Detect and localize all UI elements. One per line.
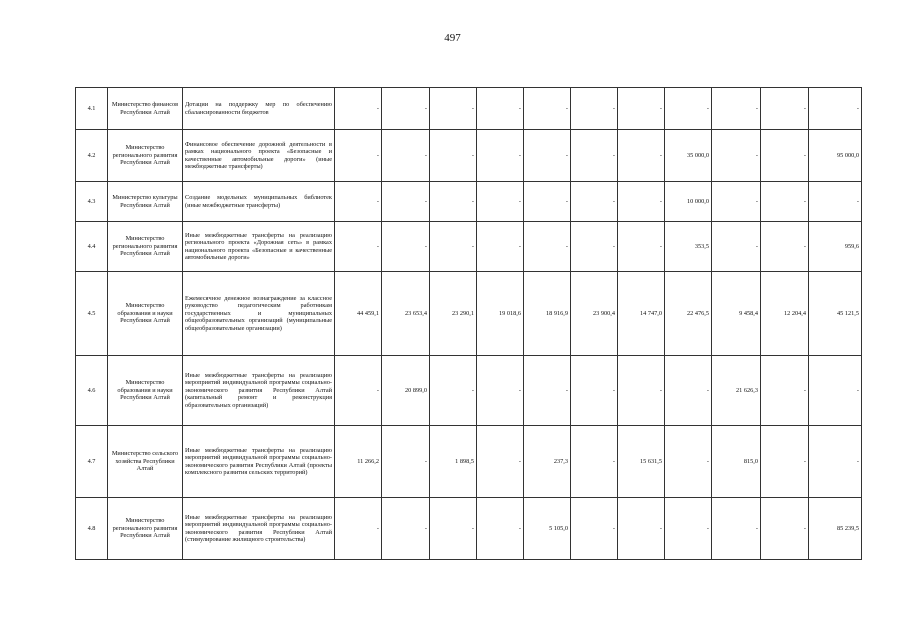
budget-table <box>75 87 862 560</box>
value-cell: - <box>618 356 665 426</box>
value-cell: - <box>712 222 761 272</box>
value-cell: 9 458,4 <box>712 272 761 356</box>
value-cell: 815,0 <box>712 426 761 498</box>
table-row <box>76 222 862 272</box>
value-cell: - <box>335 222 382 272</box>
value-cell: - <box>571 130 618 182</box>
value-cell: - <box>382 130 430 182</box>
value-cell: 12 204,4 <box>761 272 809 356</box>
value-cell: - <box>665 356 712 426</box>
description-cell: Дотации на поддержку мер по обеспечению сбалансированности бюджетов <box>183 88 335 130</box>
value-cell: 19 018,6 <box>477 272 524 356</box>
organization-cell: Министерство образования и науки Республики Алтай <box>108 272 183 356</box>
table-row <box>76 182 862 222</box>
value-cell: - <box>809 356 862 426</box>
value-cell: - <box>477 356 524 426</box>
value-cell: 11 266,2 <box>335 426 382 498</box>
organization-cell: Министерство образования и науки Республики Алтай <box>108 356 183 426</box>
organization-cell: Министерство сельского хозяйства Республики Алтай <box>108 426 183 498</box>
value-cell: - <box>761 222 809 272</box>
value-cell: - <box>477 182 524 222</box>
value-cell: - <box>809 88 862 130</box>
description-cell: Иные межбюджетные трансферты на реализацию мероприятий индивидуальной программы социально-экономического развития Республики Алтай (проекты комплексного развития сельских территорий) <box>183 426 335 498</box>
value-cell: 23 653,4 <box>382 272 430 356</box>
value-cell: 35 000,0 <box>665 130 712 182</box>
table-row <box>76 426 862 498</box>
row-number: 4.7 <box>76 426 108 498</box>
value-cell: 21 626,3 <box>712 356 761 426</box>
value-cell: 45 121,5 <box>809 272 862 356</box>
value-cell: - <box>618 130 665 182</box>
value-cell: 85 239,5 <box>809 498 862 560</box>
row-number: 4.3 <box>76 182 108 222</box>
value-cell: - <box>524 356 571 426</box>
value-cell: 5 105,0 <box>524 498 571 560</box>
value-cell: - <box>430 182 477 222</box>
value-cell: - <box>571 182 618 222</box>
value-cell: - <box>665 426 712 498</box>
value-cell: - <box>477 498 524 560</box>
value-cell: - <box>382 182 430 222</box>
value-cell: - <box>382 498 430 560</box>
value-cell: 1 898,5 <box>430 426 477 498</box>
value-cell: 20 899,0 <box>382 356 430 426</box>
value-cell: 23 900,4 <box>571 272 618 356</box>
value-cell: - <box>335 130 382 182</box>
value-cell: - <box>618 222 665 272</box>
value-cell: - <box>761 498 809 560</box>
value-cell: 15 631,5 <box>618 426 665 498</box>
value-cell: - <box>524 182 571 222</box>
table-row <box>76 88 862 130</box>
table-row <box>76 130 862 182</box>
value-cell: - <box>761 88 809 130</box>
value-cell: - <box>665 498 712 560</box>
row-number: 4.4 <box>76 222 108 272</box>
value-cell: 23 290,1 <box>430 272 477 356</box>
organization-cell: Министерство регионального развития Республики Алтай <box>108 222 183 272</box>
value-cell: - <box>430 356 477 426</box>
value-cell: - <box>430 222 477 272</box>
description-cell: Создание модельных муниципальных библиотек (иные межбюджетные трансферты) <box>183 182 335 222</box>
value-cell: - <box>524 222 571 272</box>
description-cell: Иные межбюджетные трансферты на реализацию мероприятий индивидуальной программы социально-экономического развития Республики Алтай (стимулирование жилищного строительства) <box>183 498 335 560</box>
value-cell: 44 459,1 <box>335 272 382 356</box>
value-cell: - <box>382 426 430 498</box>
value-cell: - <box>712 88 761 130</box>
description-cell: Иные межбюджетные трансферты на реализацию мероприятий индивидуальной программы социально-экономического развития Республики Алтай (капитальный ремонт и реконструкция образовательных организаций) <box>183 356 335 426</box>
value-cell: - <box>524 130 571 182</box>
value-cell: - <box>571 426 618 498</box>
organization-cell: Министерство культуры Республики Алтай <box>108 182 183 222</box>
value-cell: - <box>524 88 571 130</box>
value-cell: 14 747,0 <box>618 272 665 356</box>
value-cell: - <box>618 182 665 222</box>
organization-cell: Министерство регионального развития Республики Алтай <box>108 498 183 560</box>
value-cell: 22 476,5 <box>665 272 712 356</box>
value-cell: - <box>761 426 809 498</box>
value-cell: - <box>430 130 477 182</box>
value-cell: - <box>571 356 618 426</box>
row-number: 4.5 <box>76 272 108 356</box>
table-row <box>76 356 862 426</box>
value-cell: - <box>571 498 618 560</box>
row-number: 4.1 <box>76 88 108 130</box>
value-cell: 18 916,9 <box>524 272 571 356</box>
value-cell: 353,5 <box>665 222 712 272</box>
description-cell: Иные межбюджетные трансферты на реализацию регионального проекта «Дорожная сеть» в рамках национального проекта «Безопасные и качественные автомобильные дороги» <box>183 222 335 272</box>
value-cell: - <box>571 222 618 272</box>
value-cell: - <box>809 182 862 222</box>
row-number: 4.6 <box>76 356 108 426</box>
value-cell: - <box>335 88 382 130</box>
value-cell: - <box>382 222 430 272</box>
value-cell: - <box>571 88 618 130</box>
value-cell: 95 000,0 <box>809 130 862 182</box>
page-number: 497 <box>444 32 461 44</box>
value-cell: - <box>477 222 524 272</box>
value-cell: - <box>618 498 665 560</box>
value-cell: - <box>618 88 665 130</box>
value-cell: 10 000,0 <box>665 182 712 222</box>
value-cell: - <box>809 426 862 498</box>
value-cell: - <box>761 130 809 182</box>
row-number: 4.8 <box>76 498 108 560</box>
value-cell: - <box>477 130 524 182</box>
organization-cell: Министерство финансов Республики Алтай <box>108 88 183 130</box>
value-cell: - <box>335 356 382 426</box>
value-cell: - <box>761 356 809 426</box>
value-cell: - <box>335 498 382 560</box>
value-cell: - <box>712 498 761 560</box>
organization-cell: Министерство регионального развития Республики Алтай <box>108 130 183 182</box>
value-cell: 959,6 <box>809 222 862 272</box>
row-number: 4.2 <box>76 130 108 182</box>
description-cell: Финансовое обеспечение дорожной деятельности в рамках национального проекта «Безопасные и качественные автомобильные дороги» (иные межбюджетные трансферты) <box>183 130 335 182</box>
value-cell: - <box>477 426 524 498</box>
value-cell: - <box>712 182 761 222</box>
value-cell: - <box>430 88 477 130</box>
value-cell: - <box>761 182 809 222</box>
value-cell: - <box>335 182 382 222</box>
value-cell: - <box>430 498 477 560</box>
value-cell: - <box>477 88 524 130</box>
value-cell: 237,3 <box>524 426 571 498</box>
table-row <box>76 272 862 356</box>
value-cell: - <box>712 130 761 182</box>
value-cell: - <box>665 88 712 130</box>
value-cell: - <box>382 88 430 130</box>
description-cell: Ежемесячное денежное вознаграждение за классное руководство педагогическим работникам государственных и муниципальных общеобразовательных организаций (муниципальные общеобразовательные организации) <box>183 272 335 356</box>
table-row <box>76 498 862 560</box>
